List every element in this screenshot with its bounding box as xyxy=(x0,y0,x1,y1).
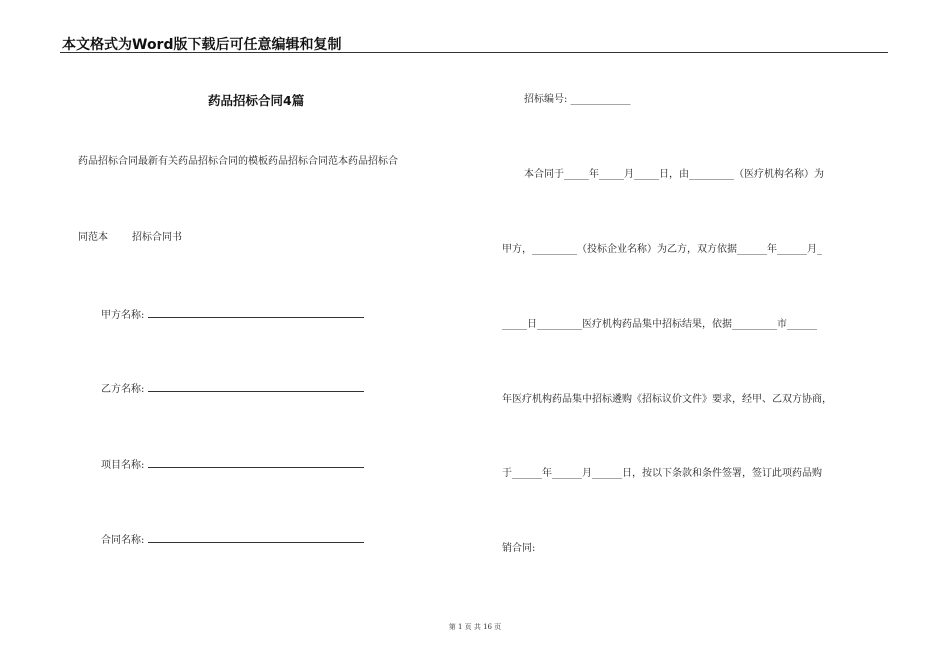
contract-paragraph-line-2: 甲方，_________（投标企业名称）为乙方，双方依据______年______月_ xyxy=(502,244,822,255)
document-title: 药品招标合同4篇 xyxy=(208,93,305,108)
field-project-name-blank xyxy=(148,456,364,468)
field-party-a-label: 甲方名称: xyxy=(101,310,145,321)
intro-line-2 xyxy=(78,231,182,245)
field-party-a xyxy=(101,306,364,323)
contract-paragraph-line-3: _____日_________医疗机构药品集中招标结果，依据_________市______ xyxy=(502,319,817,330)
field-party-b xyxy=(101,380,364,397)
field-party-b-blank xyxy=(148,380,364,392)
field-party-a-blank xyxy=(148,306,364,318)
intro-line-1: 药品招标合同最新有关药品招标合同的模板药品招标合同范本药品招标合 xyxy=(78,156,398,167)
bid-number: 招标编号: ____________ xyxy=(524,94,631,105)
field-project-name-label: 项目名称: xyxy=(101,460,145,471)
header-divider xyxy=(60,52,888,53)
intro-line-2-part-b: 招标合同书 xyxy=(132,232,182,243)
field-contract-name-label: 合同名称: xyxy=(101,535,145,546)
contract-paragraph-line-6: 销合同: xyxy=(502,543,536,554)
page-number: 第 1 页 共 16 页 xyxy=(448,623,502,631)
contract-paragraph-line-4: 年医疗机构药品集中招标遴购《招标议价文件》要求，经甲、乙双方协商， xyxy=(502,394,832,405)
contract-paragraph-line-1: 本合同于_____年_____月_____日，由_________（医疗机构名称）为 xyxy=(524,169,824,180)
field-contract-name-blank xyxy=(148,531,364,543)
field-contract-name xyxy=(101,531,364,548)
field-project-name xyxy=(101,456,364,473)
contract-paragraph-line-5: 于______年______月______日，按以下条款和条件签署，签订此项药品购 xyxy=(502,468,822,479)
header-banner: 本文格式为Word版下载后可任意编辑和复制 xyxy=(62,37,342,53)
intro-line-2-part-a: 同范本 xyxy=(78,232,108,243)
field-party-b-label: 乙方名称: xyxy=(101,384,145,395)
